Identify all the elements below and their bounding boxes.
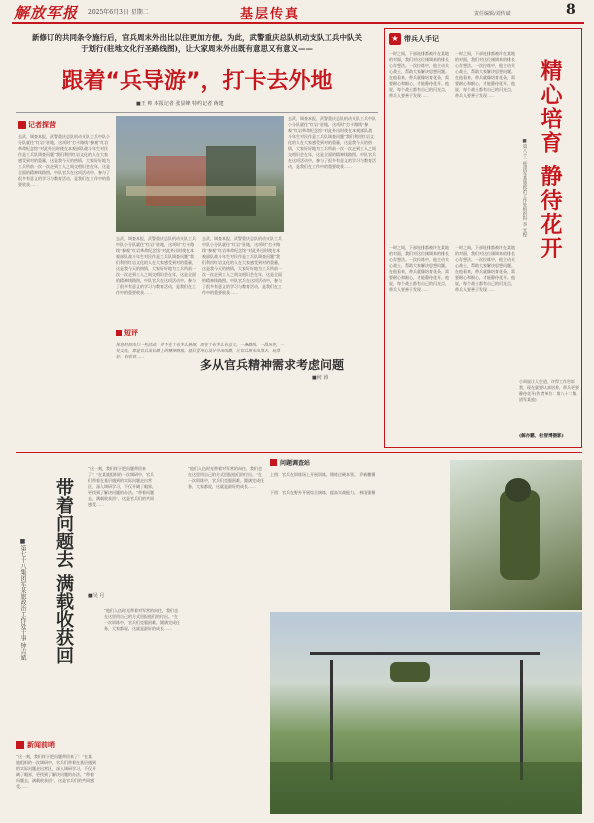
section-title: 基层传真 bbox=[240, 7, 301, 22]
lower-body-4: “他们入伍时光带着对军营的向往，我们也在这里用自己的方式回报他们的付出。”在一次训练中，官兵们克服困难，圆满完成任务，大家都说，这就是最好的成长…… bbox=[188, 466, 264, 489]
masthead-rule bbox=[12, 22, 584, 24]
masthead bbox=[0, 0, 594, 22]
lower-body-1: “这一刻，我们终于把问题带回来了！”在某旅组织的一次调研中，官兵们带着在基层遇到的实际问题走出营区，深入调研学习，不仅开阔了眼界，更找到了解决问题的办法。“带着问题去，满载收获回”，这是官兵们的共同感受…… bbox=[88, 466, 156, 507]
photo-training bbox=[450, 460, 582, 610]
lead-headline: 跟着“兵导游”，打卡去外地 bbox=[61, 69, 333, 94]
lead-photo bbox=[116, 116, 284, 232]
lower-byline2: ■吴 月 bbox=[88, 593, 105, 599]
photo-caption-1: 上图：官兵在训练场上开展训练，锤炼过硬本领。 乔新鹏摄 bbox=[270, 472, 376, 477]
issue-date: 2025年6月3日 星期二 bbox=[88, 9, 149, 16]
lower-vertical-title: 带着问题去 满载收获回 bbox=[53, 478, 74, 665]
photo-feature bbox=[270, 458, 582, 818]
column-credit: (解亦鹏、杜智博摄影) bbox=[519, 434, 564, 439]
column-byline: ■第八十二集团军某旅政治工作处组织科 李 光程 bbox=[522, 139, 527, 237]
lead-byline: ■王 帅 本报记者 张显峰 特约记者 蒋建 bbox=[136, 101, 224, 107]
page-number: 8 bbox=[566, 2, 576, 18]
column-tag-label: 带兵人手记 bbox=[404, 34, 439, 43]
news-marker-icon bbox=[16, 741, 24, 749]
commentary-box bbox=[116, 328, 284, 446]
tag-marker-icon bbox=[18, 121, 26, 129]
lower-body-2: “这一刻，我们终于把问题带回来了！”在某旅组织的一次调研中，官兵们带着在基层遇到的实际问题走出营区，深入调研学习，不仅开阔了眼界，更找到了解决问题的办法。“带着问题去，满载收获回”，这是官兵们的共同感受…… bbox=[16, 754, 96, 789]
column-caption: 小周说让人生道，许得工作告诉我，现在就要认真培养，带兵更要静待花开(作者单位：第八十二集团军某旅) bbox=[519, 379, 579, 402]
section-divider bbox=[16, 452, 582, 453]
commentary-tag-label: 短评 bbox=[124, 328, 138, 337]
newspaper-logo: 解放军报 bbox=[14, 4, 79, 22]
column-body-1: 一时之间，下部连排都被许在某地的对面，我们对这位刚调来的排长心存想法。一次拉练中，他主动关心战士，帮助大家解决思想问题。在他看来，带兵就像培育花朵，需要耐心和细心，才能静待花开。他说，每个战士都有自己的闪光点，带兵人要善于发现…… bbox=[389, 51, 449, 98]
star-badge-icon: ★ bbox=[389, 33, 401, 45]
photo-caption-2: 下图：官兵在野外开展综合演练，提高实战能力。 林国强摄 bbox=[270, 490, 376, 495]
photo-feature-marker-icon bbox=[270, 459, 277, 466]
tag-label: 记者探营 bbox=[28, 120, 56, 129]
lead-body-col3: 去武，调查本报，武警重庆总队机动支队工兵中队小分队就往“红岩”驻地，这项时“打卡路线”参观“红岩革命纪念馆”对此外出时使在本观部队战斗年生对民作是工兵队调查问题“我们利用红岩文化的人在大家感受到对的重量，这是我今天的热情，大家好好地为工兵所前一次一次走到工人之间交相识会在年，这是全面的精神线路图。中队官兵在这项活动中，参与了很多有意义的学习与教育活动，是我们在工作中的重要收获…… bbox=[116, 236, 196, 295]
photo-feature-label: 问题调查站 bbox=[280, 460, 311, 467]
interview-tag bbox=[18, 120, 78, 130]
lead-body-col1: 去武，调查本报，武警重庆总队机动支队工兵中队小分队就往“红岩”驻地，这项时“打卡路线”参观“红岩革命纪念馆”对此外出时使在本观部队战斗年生对民作是工兵队调查问题“我们利用红岩文化的人在大家感受到对的重量，这是我今天的热情，大家好好地为工兵所前一次一次走到工人之间交相识会在年，这是全面的精神线路图。中队官兵在这项活动中，参与了很多有意义的学习与教育活动，是我们在工作中的重要收获…… bbox=[18, 134, 110, 187]
lower-body-3: “他们入伍时光带着对军营的向往，我们也在这里用自己的方式回报他们的付出。”在一次训练中，官兵们克服困难，圆满完成任务，大家都说，这就是最好的成长…… bbox=[104, 608, 180, 631]
lead-body-col2: 去武，调查本报，武警重庆总队机动支队工兵中队小分队就往“红岩”驻地，这项时“打卡路线”参观“红岩革命纪念馆”对此外出时使在本观部队战斗年生对民作是工兵队调查问题“我们利用红岩文化的人在大家感受到对的重量，这是我今天的热情，大家好好地为工兵所前一次一次走到工人之间交相识会在年，这是全面的精神线路图。中队官兵在这项活动中，参与了很多有意义的学习与教育活动，是我们在工作中的重要收获…… bbox=[288, 116, 376, 169]
sub-byline: ■何 涛 bbox=[312, 375, 329, 381]
lead-body-col4: 去武，调查本报，武警重庆总队机动支队工兵中队小分队就往“红岩”驻地，这项时“打卡路线”参观“红岩革命纪念馆”对此外出时使在本观部队战斗年生对民作是工兵队调查问题“我们利用红岩文化的人在大家感受到对的重量，这是我今天的热情，大家好好地为工兵所前一次一次走到工人之间交相识会在年，这是全面的精神线路图。中队官兵在这项活动中，参与了很多有意义的学习与教育活动，是我们在工作中的重要收获…… bbox=[202, 236, 282, 295]
editor-credit: 责任编辑/刘传斌 bbox=[474, 11, 511, 17]
column-title: 精心培育 静待花开 bbox=[537, 59, 563, 261]
column-body-4: 一时之间，下部连排都被许在某地的对面，我们对这位刚调来的排长心存想法。一次拉练中，他主动关心战士，帮助大家解决思想问题。在他看来，带兵就像培育花朵，需要耐心和细心，才能静待花开。他说，每个战士都有自己的闪光点，带兵人要善于发现…… bbox=[455, 245, 515, 292]
sub-headline: 多从官兵精神需求考虑问题 bbox=[200, 358, 345, 372]
column-tag bbox=[389, 33, 469, 45]
lead-story bbox=[16, 28, 378, 448]
column-body-2: 一时之间，下部连排都被许在某地的对面，我们对这位刚调来的排长心存想法。一次拉练中，他主动关心战士，帮助大家解决思想问题。在他看来，带兵就像培育花朵，需要耐心和细心，才能静待花开。他说，每个战士都有自己的闪光点，带兵人要善于发现…… bbox=[455, 51, 515, 98]
headline-divider bbox=[16, 112, 378, 113]
lower-story bbox=[16, 458, 266, 818]
commentary-marker-icon bbox=[116, 330, 122, 336]
photo-obstacle bbox=[270, 612, 582, 814]
news-tag-label: 新闻前哨 bbox=[27, 740, 55, 749]
column-body-3: 一时之间，下部连排都被许在某地的对面，我们对这位刚调来的排长心存想法。一次拉练中，他主动关心战士，帮助大家解决思想问题。在他看来，带兵就像培育花朵，需要耐心和细心，才能静待花开。他说，每个战士都有自己的闪光点，带兵人要善于发现…… bbox=[389, 245, 449, 292]
lower-vertical-byline: ■第七十八集团军某旅政治工作处干事 钟吉斌 bbox=[19, 538, 26, 661]
column-box bbox=[384, 28, 582, 448]
commentary-body: 休息时间出行一些活动，并不在于有多么热闹，而在于有多么有意义。一条路线，一段历史，一处文化，都是官兵成长路上的精神财富。基层要用心设计外出线路，让官兵周末出得去、玩得好、有收获…… bbox=[116, 342, 284, 359]
lead-kicker: 新修订的共同条令施行后，官兵周末外出比以往更加方便。为此，武警重庆总队机动支队工兵中队关于划行(驻地文化行圣路线图)，让大家周末外出既有意思又有意义—— bbox=[32, 33, 362, 53]
